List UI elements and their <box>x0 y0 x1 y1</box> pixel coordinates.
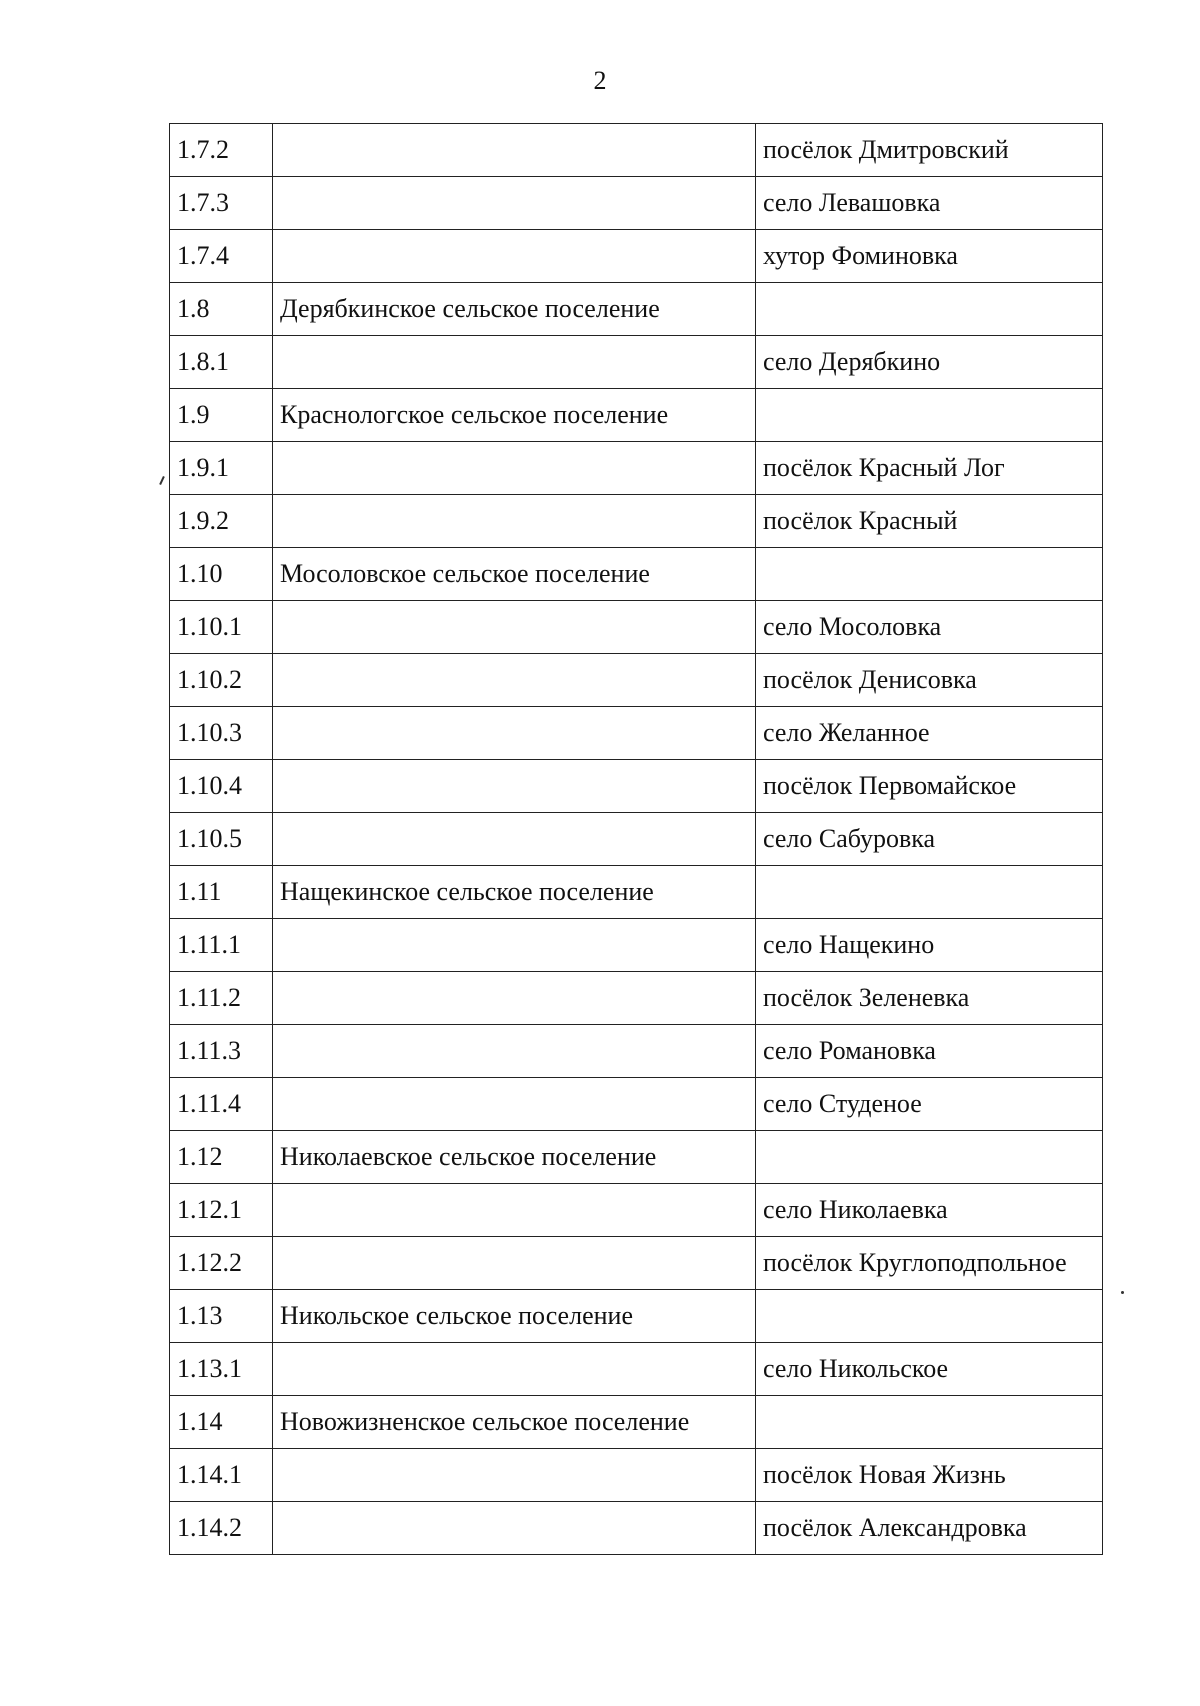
row-number-cell: 1.12.1 <box>170 1184 273 1237</box>
settlements-table-body <box>170 124 1103 1555</box>
locality-name-cell: село Студеное <box>756 1078 1103 1131</box>
settlement-name-cell <box>273 442 756 495</box>
table-row <box>170 919 1103 972</box>
settlement-name-cell <box>273 654 756 707</box>
settlement-name-cell <box>273 495 756 548</box>
settlement-name-cell <box>273 813 756 866</box>
settlement-name-cell <box>273 230 756 283</box>
row-number-cell: 1.7.2 <box>170 124 273 177</box>
row-number-cell: 1.11.2 <box>170 972 273 1025</box>
row-number-cell: 1.7.3 <box>170 177 273 230</box>
settlement-name-cell: Нащекинское сельское поселение <box>273 866 756 919</box>
locality-name-cell <box>756 1290 1103 1343</box>
locality-name-cell: хутор Фоминовка <box>756 230 1103 283</box>
settlement-name-cell: Краснологское сельское поселение <box>273 389 756 442</box>
settlement-name-cell <box>273 972 756 1025</box>
locality-name-cell: посёлок Новая Жизнь <box>756 1449 1103 1502</box>
table-row <box>170 1290 1103 1343</box>
locality-name-cell <box>756 389 1103 442</box>
locality-name-cell: посёлок Александровка <box>756 1502 1103 1555</box>
settlement-name-cell <box>273 1343 756 1396</box>
locality-name-cell: посёлок Первомайское <box>756 760 1103 813</box>
settlement-name-cell <box>273 336 756 389</box>
row-number-cell: 1.11.1 <box>170 919 273 972</box>
locality-name-cell: посёлок Денисовка <box>756 654 1103 707</box>
row-number-cell: 1.7.4 <box>170 230 273 283</box>
table-row <box>170 124 1103 177</box>
settlement-name-cell: Мосоловское сельское поселение <box>273 548 756 601</box>
table-row <box>170 1131 1103 1184</box>
row-number-cell: 1.14 <box>170 1396 273 1449</box>
locality-name-cell: село Желанное <box>756 707 1103 760</box>
table-row <box>170 707 1103 760</box>
settlement-name-cell <box>273 760 756 813</box>
table-row <box>170 283 1103 336</box>
settlement-name-cell <box>273 1237 756 1290</box>
row-number-cell: 1.11.4 <box>170 1078 273 1131</box>
table-row <box>170 1343 1103 1396</box>
row-number-cell: 1.9.1 <box>170 442 273 495</box>
locality-name-cell: село Левашовка <box>756 177 1103 230</box>
row-number-cell: 1.12 <box>170 1131 273 1184</box>
locality-name-cell: село Нащекино <box>756 919 1103 972</box>
locality-name-cell: село Николаевка <box>756 1184 1103 1237</box>
table-row <box>170 495 1103 548</box>
table-row <box>170 601 1103 654</box>
table-row <box>170 972 1103 1025</box>
locality-name-cell: посёлок Красный Лог <box>756 442 1103 495</box>
table-row <box>170 1502 1103 1555</box>
row-number-cell: 1.14.1 <box>170 1449 273 1502</box>
row-number-cell: 1.10.1 <box>170 601 273 654</box>
row-number-cell: 1.9.2 <box>170 495 273 548</box>
locality-name-cell: село Дерябкино <box>756 336 1103 389</box>
settlement-name-cell <box>273 707 756 760</box>
row-number-cell: 1.10.5 <box>170 813 273 866</box>
table-row <box>170 1025 1103 1078</box>
row-number-cell: 1.10.3 <box>170 707 273 760</box>
settlement-name-cell: Новожизненское сельское поселение <box>273 1396 756 1449</box>
settlement-name-cell <box>273 1078 756 1131</box>
table-row <box>170 1396 1103 1449</box>
margin-tick-mark <box>159 476 165 485</box>
settlement-name-cell <box>273 1502 756 1555</box>
locality-name-cell: посёлок Дмитровский <box>756 124 1103 177</box>
row-number-cell: 1.11 <box>170 866 273 919</box>
table-row <box>170 389 1103 442</box>
locality-name-cell: село Романовка <box>756 1025 1103 1078</box>
table-row <box>170 1078 1103 1131</box>
row-number-cell: 1.13.1 <box>170 1343 273 1396</box>
settlement-name-cell <box>273 177 756 230</box>
locality-name-cell <box>756 1396 1103 1449</box>
locality-name-cell <box>756 1131 1103 1184</box>
settlement-name-cell: Никольское сельское поселение <box>273 1290 756 1343</box>
settlement-name-cell: Дерябкинское сельское поселение <box>273 283 756 336</box>
row-number-cell: 1.9 <box>170 389 273 442</box>
table-row <box>170 760 1103 813</box>
table-row <box>170 1449 1103 1502</box>
settlement-name-cell <box>273 1184 756 1237</box>
row-number-cell: 1.10.2 <box>170 654 273 707</box>
locality-name-cell: посёлок Круглоподпольное <box>756 1237 1103 1290</box>
locality-name-cell: посёлок Красный <box>756 495 1103 548</box>
locality-name-cell <box>756 866 1103 919</box>
row-number-cell: 1.11.3 <box>170 1025 273 1078</box>
table-row <box>170 442 1103 495</box>
locality-name-cell <box>756 548 1103 601</box>
row-number-cell: 1.12.2 <box>170 1237 273 1290</box>
settlements-table <box>169 123 1103 1555</box>
table-row <box>170 177 1103 230</box>
table-row <box>170 548 1103 601</box>
settlement-name-cell <box>273 601 756 654</box>
table-row <box>170 336 1103 389</box>
locality-name-cell: село Мосоловка <box>756 601 1103 654</box>
table-row <box>170 1184 1103 1237</box>
settlement-name-cell <box>273 124 756 177</box>
settlement-name-cell: Николаевское сельское поселение <box>273 1131 756 1184</box>
table-row <box>170 1237 1103 1290</box>
row-number-cell: 1.13 <box>170 1290 273 1343</box>
locality-name-cell: село Никольское <box>756 1343 1103 1396</box>
table-row <box>170 866 1103 919</box>
table-row <box>170 813 1103 866</box>
row-number-cell: 1.14.2 <box>170 1502 273 1555</box>
row-number-cell: 1.10 <box>170 548 273 601</box>
settlement-name-cell <box>273 1025 756 1078</box>
margin-dot-mark <box>1121 1291 1124 1294</box>
settlement-name-cell <box>273 919 756 972</box>
locality-name-cell: село Сабуровка <box>756 813 1103 866</box>
table-row <box>170 654 1103 707</box>
row-number-cell: 1.10.4 <box>170 760 273 813</box>
row-number-cell: 1.8 <box>170 283 273 336</box>
settlement-name-cell <box>273 1449 756 1502</box>
table-row <box>170 230 1103 283</box>
locality-name-cell <box>756 283 1103 336</box>
row-number-cell: 1.8.1 <box>170 336 273 389</box>
locality-name-cell: посёлок Зеленевка <box>756 972 1103 1025</box>
page-number: 2 <box>593 66 607 95</box>
